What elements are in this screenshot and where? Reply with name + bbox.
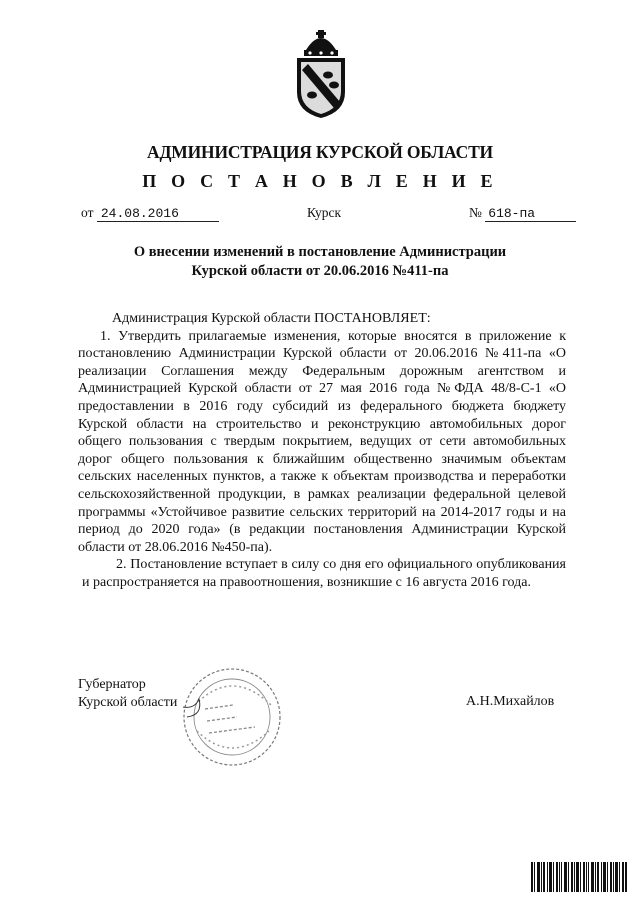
document-subject [0, 243, 640, 281]
number-value: 618-па [485, 206, 576, 222]
subject-line-1: О внесении изменений в постановление Администрации [133, 244, 507, 260]
date-value: 24.08.2016 [97, 206, 219, 222]
number-prefix: № [469, 205, 482, 220]
official-stamp [175, 665, 290, 770]
document-city: Курск [307, 205, 342, 220]
barcode [531, 862, 627, 892]
document-number [469, 205, 576, 222]
signatory-title-line-2: Курской области [78, 695, 178, 710]
document-body [78, 310, 566, 592]
signatory-name: А.Н.Михайлов [466, 694, 555, 709]
organization-title: АДМИНИСТРАЦИЯ КУРСКОЙ ОБЛАСТИ [147, 142, 493, 162]
signatory-title [78, 676, 177, 712]
resolution-item-1: 1. Утвердить прилагаемые изменения, которые вносятся в приложение к постановлению Администрации Курской области от 20.06.2016 №411-па «О реализации Соглашения между Федеральным дорожным агентством и Администрацией Курской области от 27 мая 2016 года №ФДА 48/8-С-1 «О предоставлении в 2016 году субсидий из федерального бюджета бюджету Курской области на строительство и реконструкцию автомобильных дорог общего пользования с твердым покрытием, ведущих от сети автомобильных дорог общего пользования к ближайшим общественно значимым объектам сельских населенных пунктов, а также к объектам производства и переработки сельскохозяйственной продукции, в рамках реализации федеральной целевой программы «Устойчивое развитие сельских территорий на 2014-2017 годы и на период до 2020 года» (в редакции постановления Администрации Курской области от 28.06.2016 №450-па). [78, 328, 566, 555]
document-type: П О С Т А Н О В Л Е Н И Е [142, 171, 498, 191]
document-date [81, 205, 219, 222]
resolution-intro: Администрация Курской области ПОСТАНОВЛЯЕТ: [112, 311, 431, 326]
date-prefix: от [81, 205, 94, 220]
coat-of-arms-icon [292, 28, 350, 120]
resolution-item-2: 2. Постановление вступает в силу со дня его официального опубликования и распространяется на правоотношения, возникшие с 16 августа 2016 года. [82, 557, 566, 590]
signatory-title-line-1: Губернатор [78, 677, 146, 692]
subject-line-2: Курской области от 20.06.2016 №411-па [191, 263, 449, 279]
